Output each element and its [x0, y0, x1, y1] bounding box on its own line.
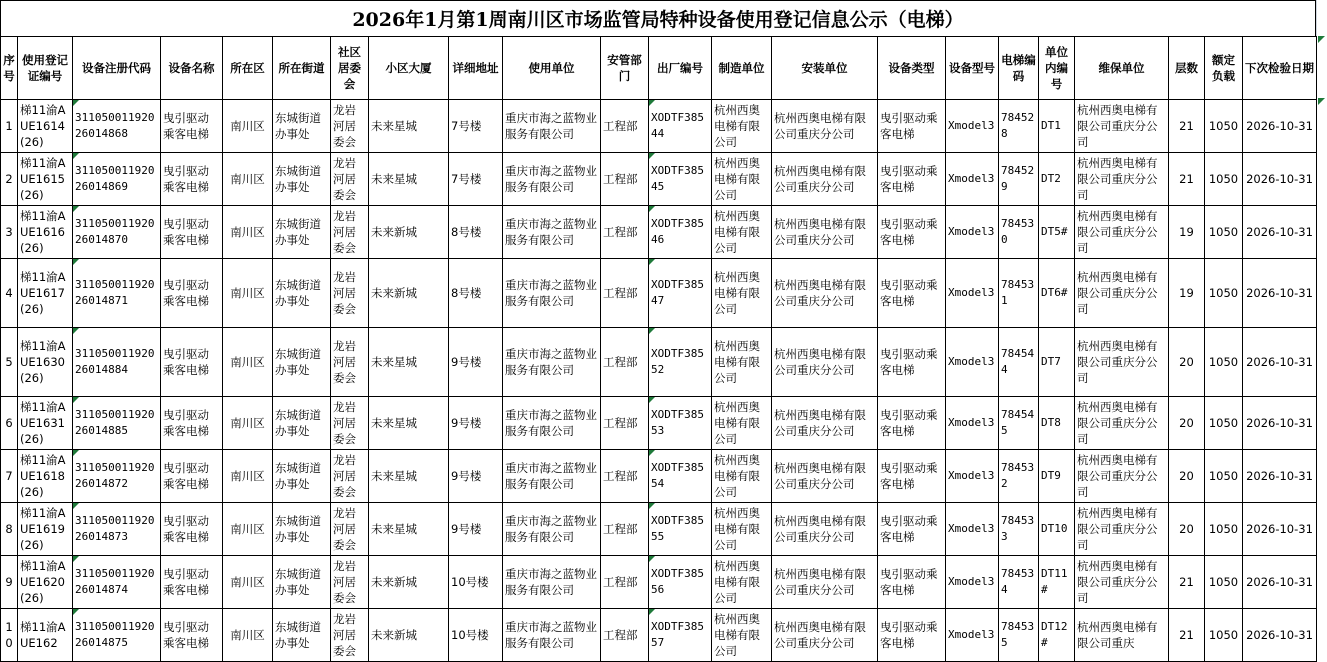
cell-rated-load[interactable]: 1050	[1205, 206, 1243, 259]
cell-factory-no[interactable]: XODTF38545	[649, 153, 712, 206]
cell-seq[interactable]: 5	[1, 328, 18, 397]
cell-district[interactable]: 南川区	[223, 100, 273, 153]
next-column-edge	[1316, 0, 1327, 642]
cell-floors[interactable]: 20	[1169, 450, 1205, 503]
cell-safety-dept[interactable]: 工程部	[601, 609, 649, 662]
cell-estate[interactable]: 未来新城	[369, 556, 449, 609]
table-row	[1, 328, 1317, 397]
cell-seq[interactable]: 1	[1, 100, 18, 153]
cell-safety-dept[interactable]: 工程部	[601, 556, 649, 609]
cell-device-type[interactable]: 曳引驱动乘客电梯	[878, 328, 946, 397]
cell-address[interactable]: 8号楼	[449, 206, 503, 259]
cell-street[interactable]: 东城街道办事处	[273, 153, 331, 206]
table-row	[1, 556, 1317, 609]
cell-maintainer[interactable]: 杭州西奥电梯有限公司重庆分公司	[1075, 503, 1169, 556]
column-header-rated-load[interactable]: 额定负载	[1205, 37, 1243, 100]
cell-device-name[interactable]: 曳引驱动乘客电梯	[161, 503, 223, 556]
cell-installer[interactable]: 杭州西奥电梯有限公司重庆分公司	[772, 397, 878, 450]
cell-maintainer[interactable]: 杭州西奥电梯有限公司重庆	[1075, 609, 1169, 662]
cell-rated-load[interactable]: 1050	[1205, 328, 1243, 397]
cell-address[interactable]: 9号楼	[449, 328, 503, 397]
cell-address[interactable]: 7号楼	[449, 100, 503, 153]
cell-cert-no[interactable]: 梯11渝AUE1631(26)	[18, 397, 73, 450]
cell-estate[interactable]: 未来新城	[369, 259, 449, 328]
cell-factory-no[interactable]: XODTF38554	[649, 450, 712, 503]
cell-next-inspection[interactable]: 2026-10-31	[1243, 397, 1317, 450]
cell-seq[interactable]: 7	[1, 450, 18, 503]
cell-district[interactable]: 南川区	[223, 397, 273, 450]
cell-user-unit[interactable]: 重庆市海之蓝物业服务有限公司	[503, 609, 601, 662]
cell-seq[interactable]: 4	[1, 259, 18, 328]
cell-next-inspection[interactable]: 2026-10-31	[1243, 556, 1317, 609]
cell-seq[interactable]: 9	[1, 556, 18, 609]
cell-installer[interactable]: 杭州西奥电梯有限公司重庆分公司	[772, 450, 878, 503]
cell-cert-no[interactable]: 梯11渝AUE1615(26)	[18, 153, 73, 206]
cell-internal-no[interactable]: DT7	[1039, 328, 1075, 397]
column-header-factory-no[interactable]: 出厂编号	[649, 37, 712, 100]
column-header-district[interactable]: 所在区	[223, 37, 273, 100]
cell-address[interactable]: 7号楼	[449, 153, 503, 206]
cell-elevator-code[interactable]: 784535	[999, 609, 1039, 662]
cell-factory-no[interactable]: XODTF38544	[649, 100, 712, 153]
cell-next-inspection[interactable]: 2026-10-31	[1243, 450, 1317, 503]
cell-maintainer[interactable]: 杭州西奥电梯有限公司重庆分公司	[1075, 206, 1169, 259]
cell-district[interactable]: 南川区	[223, 609, 273, 662]
cell-safety-dept[interactable]: 工程部	[601, 503, 649, 556]
cell-manufacturer[interactable]: 杭州西奥电梯有限公司	[712, 153, 772, 206]
cell-community[interactable]: 龙岩河居委会	[331, 100, 369, 153]
cell-address[interactable]: 8号楼	[449, 259, 503, 328]
cell-cert-no[interactable]: 梯11渝AUE1620(26)	[18, 556, 73, 609]
cell-address[interactable]: 9号楼	[449, 450, 503, 503]
cell-cert-no[interactable]: 梯11渝AUE1616(26)	[18, 206, 73, 259]
cell-estate[interactable]: 未来星城	[369, 153, 449, 206]
cell-manufacturer[interactable]: 杭州西奥电梯有限公司	[712, 609, 772, 662]
cell-seq[interactable]: 10	[1, 609, 18, 662]
cell-user-unit[interactable]: 重庆市海之蓝物业服务有限公司	[503, 328, 601, 397]
cell-community[interactable]: 龙岩河居委会	[331, 206, 369, 259]
cell-manufacturer[interactable]: 杭州西奥电梯有限公司	[712, 100, 772, 153]
cell-model[interactable]: Xmodel3	[946, 100, 999, 153]
cell-device-name[interactable]: 曳引驱动乘客电梯	[161, 450, 223, 503]
cell-maintainer[interactable]: 杭州西奥电梯有限公司重庆分公司	[1075, 259, 1169, 328]
cell-installer[interactable]: 杭州西奥电梯有限公司重庆分公司	[772, 328, 878, 397]
cell-model[interactable]: Xmodel3	[946, 556, 999, 609]
cell-device-type[interactable]: 曳引驱动乘客电梯	[878, 206, 946, 259]
cell-user-unit[interactable]: 重庆市海之蓝物业服务有限公司	[503, 153, 601, 206]
cell-device-type[interactable]: 曳引驱动乘客电梯	[878, 503, 946, 556]
cell-maintainer[interactable]: 杭州西奥电梯有限公司重庆分公司	[1075, 100, 1169, 153]
cell-installer[interactable]: 杭州西奥电梯有限公司重庆分公司	[772, 556, 878, 609]
cell-community[interactable]: 龙岩河居委会	[331, 450, 369, 503]
column-header-cert-no[interactable]: 使用登记证编号	[18, 37, 73, 100]
cell-user-unit[interactable]: 重庆市海之蓝物业服务有限公司	[503, 259, 601, 328]
cell-reg-code[interactable]: 31105001192026014869	[73, 153, 161, 206]
cell-model[interactable]: Xmodel3	[946, 503, 999, 556]
cell-address[interactable]: 10号楼	[449, 609, 503, 662]
column-header-street[interactable]: 所在街道	[273, 37, 331, 100]
cell-district[interactable]: 南川区	[223, 206, 273, 259]
cell-safety-dept[interactable]: 工程部	[601, 450, 649, 503]
cell-model[interactable]: Xmodel3	[946, 153, 999, 206]
cell-community[interactable]: 龙岩河居委会	[331, 609, 369, 662]
cell-safety-dept[interactable]: 工程部	[601, 206, 649, 259]
cell-safety-dept[interactable]: 工程部	[601, 153, 649, 206]
cell-comment-marker-icon	[1318, 98, 1325, 105]
cell-street[interactable]: 东城街道办事处	[273, 503, 331, 556]
cell-seq[interactable]: 3	[1, 206, 18, 259]
cell-manufacturer[interactable]: 杭州西奥电梯有限公司	[712, 328, 772, 397]
cell-installer[interactable]: 杭州西奥电梯有限公司重庆分公司	[772, 153, 878, 206]
cell-community[interactable]: 龙岩河居委会	[331, 503, 369, 556]
cell-maintainer[interactable]: 杭州西奥电梯有限公司重庆分公司	[1075, 397, 1169, 450]
cell-model[interactable]: Xmodel3	[946, 450, 999, 503]
cell-maintainer[interactable]: 杭州西奥电梯有限公司重庆分公司	[1075, 328, 1169, 397]
cell-rated-load[interactable]: 1050	[1205, 100, 1243, 153]
cell-factory-no[interactable]: XODTF38557	[649, 609, 712, 662]
table-header-row	[1, 37, 1317, 100]
table-row	[1, 450, 1317, 503]
column-header-community[interactable]: 社区居委会	[331, 37, 369, 100]
cell-user-unit[interactable]: 重庆市海之蓝物业服务有限公司	[503, 556, 601, 609]
cell-elevator-code[interactable]: 784544	[999, 328, 1039, 397]
cell-reg-code[interactable]: 31105001192026014874	[73, 556, 161, 609]
cell-internal-no[interactable]: DT2	[1039, 153, 1075, 206]
cell-factory-no[interactable]: XODTF38556	[649, 556, 712, 609]
table-row	[1, 503, 1317, 556]
cell-manufacturer[interactable]: 杭州西奥电梯有限公司	[712, 556, 772, 609]
cell-internal-no[interactable]: DT10	[1039, 503, 1075, 556]
cell-street[interactable]: 东城街道办事处	[273, 397, 331, 450]
cell-user-unit[interactable]: 重庆市海之蓝物业服务有限公司	[503, 206, 601, 259]
cell-installer[interactable]: 杭州西奥电梯有限公司重庆分公司	[772, 100, 878, 153]
cell-seq[interactable]: 8	[1, 503, 18, 556]
cell-floors[interactable]: 21	[1169, 556, 1205, 609]
cell-street[interactable]: 东城街道办事处	[273, 100, 331, 153]
cell-user-unit[interactable]: 重庆市海之蓝物业服务有限公司	[503, 450, 601, 503]
cell-maintainer[interactable]: 杭州西奥电梯有限公司重庆分公司	[1075, 153, 1169, 206]
column-header-model[interactable]: 设备型号	[946, 37, 999, 100]
cell-user-unit[interactable]: 重庆市海之蓝物业服务有限公司	[503, 397, 601, 450]
cell-device-name[interactable]: 曳引驱动乘客电梯	[161, 206, 223, 259]
cell-street[interactable]: 东城街道办事处	[273, 556, 331, 609]
cell-elevator-code[interactable]: 784528	[999, 100, 1039, 153]
cell-device-name[interactable]: 曳引驱动乘客电梯	[161, 556, 223, 609]
sheet-title[interactable]: 2026年1月第1周南川区市场监管局特种设备使用登记信息公示（电梯）	[0, 0, 1316, 36]
cell-community[interactable]: 龙岩河居委会	[331, 259, 369, 328]
cell-device-name[interactable]: 曳引驱动乘客电梯	[161, 609, 223, 662]
cell-comment-marker-icon	[1318, 36, 1325, 43]
cell-model[interactable]: Xmodel3	[946, 259, 999, 328]
cell-installer[interactable]: 杭州西奥电梯有限公司重庆分公司	[772, 259, 878, 328]
cell-cert-no[interactable]: 梯11渝AUE1630(26)	[18, 328, 73, 397]
column-header-elevator-code[interactable]: 电梯编码	[999, 37, 1039, 100]
cell-manufacturer[interactable]: 杭州西奥电梯有限公司	[712, 450, 772, 503]
cell-community[interactable]: 龙岩河居委会	[331, 397, 369, 450]
cell-elevator-code[interactable]: 784531	[999, 259, 1039, 328]
cell-community[interactable]: 龙岩河居委会	[331, 556, 369, 609]
cell-next-inspection[interactable]: 2026-10-31	[1243, 609, 1317, 662]
cell-cert-no[interactable]: 梯11渝AUE1614(26)	[18, 100, 73, 153]
column-header-safety-dept[interactable]: 安管部门	[601, 37, 649, 100]
cell-elevator-code[interactable]: 784530	[999, 206, 1039, 259]
cell-district[interactable]: 南川区	[223, 503, 273, 556]
cell-street[interactable]: 东城街道办事处	[273, 206, 331, 259]
cell-seq[interactable]: 6	[1, 397, 18, 450]
cell-street[interactable]: 东城街道办事处	[273, 450, 331, 503]
cell-street[interactable]: 东城街道办事处	[273, 328, 331, 397]
cell-estate[interactable]: 未来星城	[369, 100, 449, 153]
cell-reg-code[interactable]: 31105001192026014871	[73, 259, 161, 328]
table-row	[1, 609, 1317, 662]
column-header-maintainer[interactable]: 维保单位	[1075, 37, 1169, 100]
cell-reg-code[interactable]: 31105001192026014872	[73, 450, 161, 503]
cell-reg-code[interactable]: 31105001192026014873	[73, 503, 161, 556]
cell-installer[interactable]: 杭州西奥电梯有限公司重庆分公司	[772, 609, 878, 662]
column-header-floors[interactable]: 层数	[1169, 37, 1205, 100]
column-header-device-name[interactable]: 设备名称	[161, 37, 223, 100]
cell-rated-load[interactable]: 1050	[1205, 503, 1243, 556]
cell-reg-code[interactable]: 31105001192026014884	[73, 328, 161, 397]
cell-device-name[interactable]: 曳引驱动乘客电梯	[161, 259, 223, 328]
cell-safety-dept[interactable]: 工程部	[601, 259, 649, 328]
column-header-user-unit[interactable]: 使用单位	[503, 37, 601, 100]
cell-internal-no[interactable]: DT8	[1039, 397, 1075, 450]
cell-internal-no[interactable]: DT1	[1039, 100, 1075, 153]
column-header-installer[interactable]: 安装单位	[772, 37, 878, 100]
cell-model[interactable]: Xmodel3	[946, 397, 999, 450]
cell-model[interactable]: Xmodel3	[946, 609, 999, 662]
cell-floors[interactable]: 20	[1169, 503, 1205, 556]
column-header-seq[interactable]: 序号	[1, 37, 18, 100]
cell-device-type[interactable]: 曳引驱动乘客电梯	[878, 153, 946, 206]
cell-factory-no[interactable]: XODTF38552	[649, 328, 712, 397]
cell-reg-code[interactable]: 31105001192026014875	[73, 609, 161, 662]
cell-internal-no[interactable]: DT9	[1039, 450, 1075, 503]
cell-next-inspection[interactable]: 2026-10-31	[1243, 100, 1317, 153]
cell-maintainer[interactable]: 杭州西奥电梯有限公司重庆分公司	[1075, 556, 1169, 609]
cell-floors[interactable]: 21	[1169, 100, 1205, 153]
column-header-manufacturer[interactable]: 制造单位	[712, 37, 772, 100]
cell-district[interactable]: 南川区	[223, 259, 273, 328]
cell-device-name[interactable]: 曳引驱动乘客电梯	[161, 100, 223, 153]
cell-community[interactable]: 龙岩河居委会	[331, 153, 369, 206]
cell-factory-no[interactable]: XODTF38553	[649, 397, 712, 450]
table-body	[1, 100, 1317, 662]
cell-floors[interactable]: 19	[1169, 206, 1205, 259]
cell-floors[interactable]: 21	[1169, 609, 1205, 662]
cell-rated-load[interactable]: 1050	[1205, 153, 1243, 206]
cell-district[interactable]: 南川区	[223, 556, 273, 609]
cell-cert-no[interactable]: 梯11渝AUE1618(26)	[18, 450, 73, 503]
cell-maintainer[interactable]: 杭州西奥电梯有限公司重庆分公司	[1075, 450, 1169, 503]
cell-device-type[interactable]: 曳引驱动乘客电梯	[878, 397, 946, 450]
cell-reg-code[interactable]: 31105001192026014868	[73, 100, 161, 153]
cell-district[interactable]: 南川区	[223, 450, 273, 503]
table-row	[1, 206, 1317, 259]
cell-estate[interactable]: 未来新城	[369, 206, 449, 259]
cell-floors[interactable]: 19	[1169, 259, 1205, 328]
cell-cert-no[interactable]: 梯11渝AUE162	[18, 609, 73, 662]
cell-estate[interactable]: 未来星城	[369, 503, 449, 556]
cell-rated-load[interactable]: 1050	[1205, 397, 1243, 450]
cell-next-inspection[interactable]: 2026-10-31	[1243, 328, 1317, 397]
cell-manufacturer[interactable]: 杭州西奥电梯有限公司	[712, 397, 772, 450]
column-header-estate[interactable]: 小区大厦	[369, 37, 449, 100]
cell-estate[interactable]: 未来星城	[369, 397, 449, 450]
cell-model[interactable]: Xmodel3	[946, 328, 999, 397]
cell-next-inspection[interactable]: 2026-10-31	[1243, 153, 1317, 206]
cell-device-type[interactable]: 曳引驱动乘客电梯	[878, 556, 946, 609]
cell-manufacturer[interactable]: 杭州西奥电梯有限公司	[712, 206, 772, 259]
cell-rated-load[interactable]: 1050	[1205, 259, 1243, 328]
column-header-internal-no[interactable]: 单位内编号	[1039, 37, 1075, 100]
cell-floors[interactable]: 21	[1169, 153, 1205, 206]
cell-internal-no[interactable]: DT12#	[1039, 609, 1075, 662]
cell-installer[interactable]: 杭州西奥电梯有限公司重庆分公司	[772, 206, 878, 259]
cell-address[interactable]: 10号楼	[449, 556, 503, 609]
cell-manufacturer[interactable]: 杭州西奥电梯有限公司	[712, 503, 772, 556]
cell-elevator-code[interactable]: 784534	[999, 556, 1039, 609]
cell-cert-no[interactable]: 梯11渝AUE1619(26)	[18, 503, 73, 556]
cell-manufacturer[interactable]: 杭州西奥电梯有限公司	[712, 259, 772, 328]
cell-elevator-code[interactable]: 784533	[999, 503, 1039, 556]
cell-installer[interactable]: 杭州西奥电梯有限公司重庆分公司	[772, 503, 878, 556]
cell-next-inspection[interactable]: 2026-10-31	[1243, 206, 1317, 259]
cell-safety-dept[interactable]: 工程部	[601, 328, 649, 397]
cell-district[interactable]: 南川区	[223, 328, 273, 397]
cell-device-type[interactable]: 曳引驱动乘客电梯	[878, 450, 946, 503]
cell-next-inspection[interactable]: 2026-10-31	[1243, 259, 1317, 328]
cell-device-name[interactable]: 曳引驱动乘客电梯	[161, 397, 223, 450]
cell-elevator-code[interactable]: 784532	[999, 450, 1039, 503]
cell-internal-no[interactable]: DT11#	[1039, 556, 1075, 609]
table-row	[1, 259, 1317, 328]
column-header-address[interactable]: 详细地址	[449, 37, 503, 100]
cell-device-type[interactable]: 曳引驱动乘客电梯	[878, 609, 946, 662]
cell-seq[interactable]: 2	[1, 153, 18, 206]
cell-reg-code[interactable]: 31105001192026014870	[73, 206, 161, 259]
cell-rated-load[interactable]: 1050	[1205, 609, 1243, 662]
cell-estate[interactable]: 未来星城	[369, 328, 449, 397]
column-header-next-inspection[interactable]: 下次检验日期	[1243, 37, 1317, 100]
table-row	[1, 397, 1317, 450]
cell-floors[interactable]: 20	[1169, 328, 1205, 397]
table-row	[1, 153, 1317, 206]
cell-rated-load[interactable]: 1050	[1205, 450, 1243, 503]
cell-district[interactable]: 南川区	[223, 153, 273, 206]
cell-floors[interactable]: 20	[1169, 397, 1205, 450]
column-header-device-type[interactable]: 设备类型	[878, 37, 946, 100]
cell-device-type[interactable]: 曳引驱动乘客电梯	[878, 100, 946, 153]
cell-safety-dept[interactable]: 工程部	[601, 100, 649, 153]
cell-community[interactable]: 龙岩河居委会	[331, 328, 369, 397]
cell-internal-no[interactable]: DT5#	[1039, 206, 1075, 259]
cell-factory-no[interactable]: XODTF38546	[649, 206, 712, 259]
cell-estate[interactable]: 未来新城	[369, 609, 449, 662]
cell-reg-code[interactable]: 31105001192026014885	[73, 397, 161, 450]
cell-elevator-code[interactable]: 784545	[999, 397, 1039, 450]
cell-model[interactable]: Xmodel3	[946, 206, 999, 259]
cell-address[interactable]: 9号楼	[449, 503, 503, 556]
cell-cert-no[interactable]: 梯11渝AUE1617(26)	[18, 259, 73, 328]
cell-device-name[interactable]: 曳引驱动乘客电梯	[161, 153, 223, 206]
cell-street[interactable]: 东城街道办事处	[273, 259, 331, 328]
cell-factory-no[interactable]: XODTF38555	[649, 503, 712, 556]
cell-rated-load[interactable]: 1050	[1205, 556, 1243, 609]
cell-user-unit[interactable]: 重庆市海之蓝物业服务有限公司	[503, 503, 601, 556]
cell-user-unit[interactable]: 重庆市海之蓝物业服务有限公司	[503, 100, 601, 153]
cell-safety-dept[interactable]: 工程部	[601, 397, 649, 450]
table-row	[1, 100, 1317, 153]
cell-device-type[interactable]: 曳引驱动乘客电梯	[878, 259, 946, 328]
cell-next-inspection[interactable]: 2026-10-31	[1243, 503, 1317, 556]
equipment-registration-table	[0, 36, 1317, 662]
cell-factory-no[interactable]: XODTF38547	[649, 259, 712, 328]
cell-internal-no[interactable]: DT6#	[1039, 259, 1075, 328]
cell-device-name[interactable]: 曳引驱动乘客电梯	[161, 328, 223, 397]
cell-address[interactable]: 9号楼	[449, 397, 503, 450]
cell-estate[interactable]: 未来星城	[369, 450, 449, 503]
cell-street[interactable]: 东城街道办事处	[273, 609, 331, 662]
column-header-reg-code[interactable]: 设备注册代码	[73, 37, 161, 100]
cell-elevator-code[interactable]: 784529	[999, 153, 1039, 206]
